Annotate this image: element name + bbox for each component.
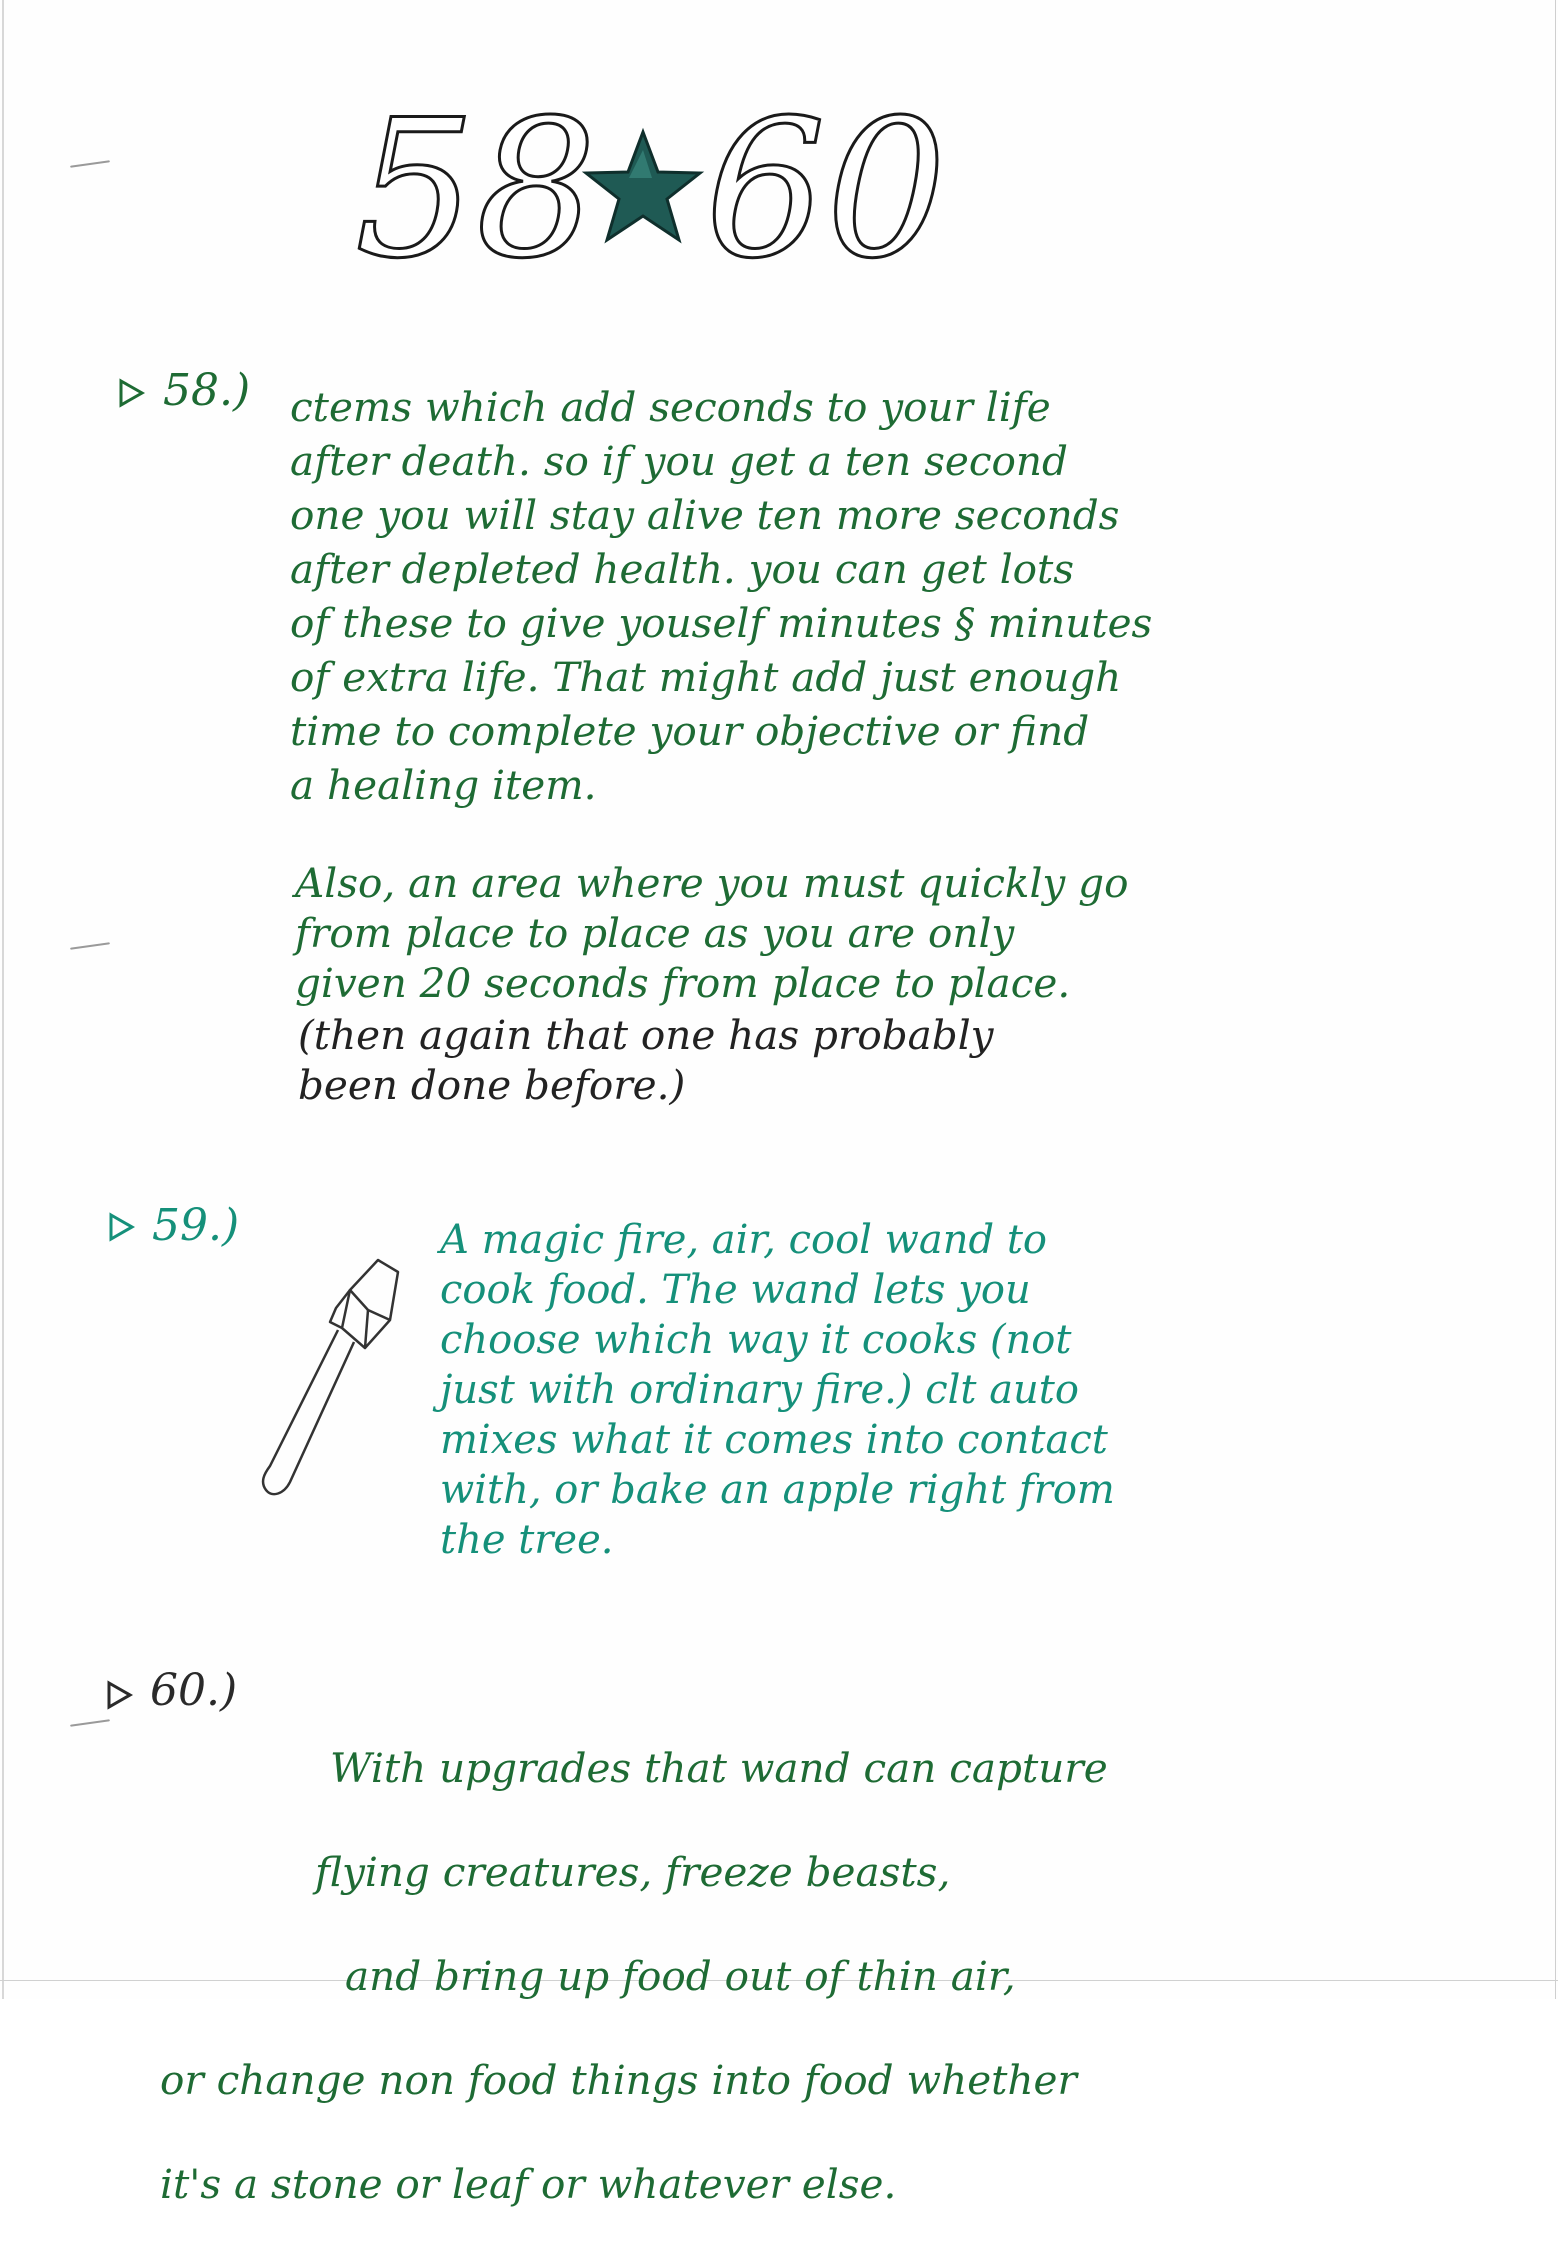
entry-58-text: ctems which add seconds to your life after death. so if you get a ten second one you will stay alive ten more seconds after depleted health. you can get lots of these to give youself minutes § minutes of extra life. That might add just enough time to complete your objective or find a healing item. (290, 383, 1153, 809)
title-right-number: 60 (705, 79, 947, 290)
entry-60-line: flying creatures, freeze beasts, (315, 1848, 951, 1896)
page-right-edge (1555, 0, 1556, 1999)
page-left-edge (2, 0, 4, 1999)
entry-60-line: it's a stone or leaf or whatever else. (160, 2160, 897, 2208)
entry-60-line: With upgrades that wand can capture (330, 1744, 1108, 1792)
star-icon (586, 132, 700, 240)
entry-58-aside-text: (then again that one has probably been done before.) (298, 1011, 994, 1109)
wand-sketch (250, 1250, 420, 1510)
entry-60-line: or change non food things into food whether (160, 2056, 1077, 2104)
title-left-number: 58 (355, 79, 597, 290)
entry-number-58: 58.) (163, 365, 251, 416)
entry-58-extra-text: Also, an area where you must quickly go from place to place as you are only given 20 seconds from place to place. (295, 859, 1129, 1007)
entry-60-line: and bring up food out of thin air, (345, 1952, 1016, 2000)
margin-mark (70, 160, 110, 168)
entry-number-59: 59.) (152, 1200, 240, 1251)
entry-60-text (160, 1690, 1440, 2262)
entry-59-text: A magic fire, air, cool wand to cook food. The wand lets you choose which way it cooks (not just with ordinary fire.) clt auto mixes what it comes into contact with, or bake an apple right from the tree. (440, 1217, 1115, 1563)
page-title (355, 70, 1015, 290)
page-title-graphic (355, 70, 1015, 290)
margin-mark (70, 1719, 110, 1727)
margin-mark (70, 942, 110, 950)
entry-number-60: 60.) (150, 1665, 238, 1716)
